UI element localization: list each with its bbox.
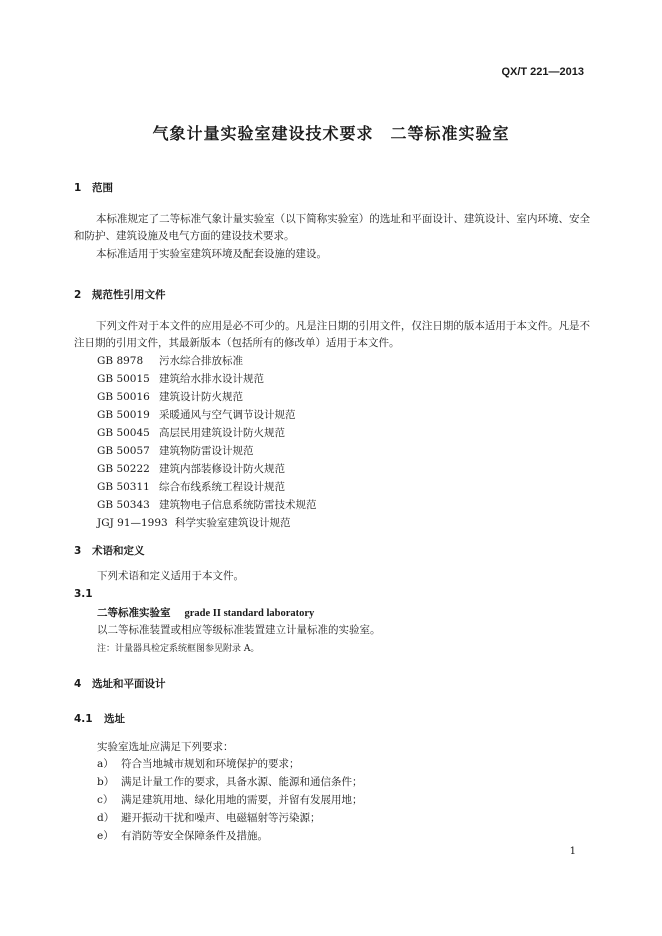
reference-code: GB 50016	[97, 391, 150, 403]
section-title: 选址和平面设计	[92, 678, 166, 690]
section-number: 3	[74, 545, 82, 557]
list-label: d）	[97, 812, 115, 824]
reference-item	[97, 407, 296, 422]
list-text: 避开振动干扰和噪声、电磁辐射等污染源；	[121, 812, 321, 824]
subsection-4-1-heading	[74, 711, 125, 726]
reference-item	[97, 515, 291, 530]
reference-name: 建筑设计防火规范	[159, 391, 243, 403]
subsection-number: 4.1	[74, 713, 93, 725]
reference-name: 综合布线系统工程设计规范	[159, 481, 285, 493]
list-label: c）	[97, 794, 114, 806]
standard-code: QX/T 221—2013	[501, 66, 584, 78]
scope-paragraph-2: 本标准适用于实验室建筑环境及配套设施的建设。	[96, 248, 327, 260]
reference-name: 采暖通风与空气调节设计规范	[159, 409, 296, 421]
list-label: e）	[97, 830, 114, 842]
list-item	[97, 828, 268, 843]
document-title: 气象计量实验室建设技术要求 二等标准实验室	[152, 124, 510, 143]
list-item	[97, 810, 321, 825]
subsection-3-1-number: 3.1	[74, 588, 93, 600]
reference-code: GB 50343	[97, 499, 150, 511]
list-label: a）	[97, 758, 114, 770]
site-requirements-intro: 实验室选址应满足下列要求：	[97, 741, 234, 753]
reference-item	[97, 443, 254, 458]
reference-name: 建筑内部装修设计防火规范	[159, 463, 285, 475]
terms-intro: 下列术语和定义适用于本文件。	[97, 570, 244, 582]
reference-item	[97, 425, 285, 440]
section-title: 规范性引用文件	[92, 289, 166, 301]
reference-code: GB 50015	[97, 373, 150, 385]
section-number: 1	[74, 182, 82, 194]
reference-name: 污水综合排放标准	[159, 355, 243, 367]
section-number: 4	[74, 678, 82, 690]
reference-item	[97, 389, 243, 404]
reference-name: 建筑物电子信息系统防雷技术规范	[159, 499, 317, 511]
reference-code: GB 50045	[97, 427, 150, 439]
list-text: 满足计量工作的要求，具备水源、能源和通信条件；	[121, 776, 363, 788]
reference-name: 科学实验室建筑设计规范	[175, 517, 291, 529]
references-intro: 下列文件对于本文件的应用是必不可少的。凡是注日期的引用文件，仅注日期的版本适用于本文件。凡是不注日期的引用文件，其最新版本（包括所有的修改单）适用于本文件。	[74, 320, 590, 349]
reference-code: GB 50311	[97, 481, 150, 493]
section-4-heading	[74, 676, 166, 691]
term-entry	[97, 605, 314, 620]
section-1-heading	[74, 180, 113, 195]
section-3-heading	[74, 543, 145, 558]
reference-code: GB 8978	[97, 355, 144, 367]
list-item	[97, 792, 363, 807]
reference-item	[97, 353, 243, 368]
reference-name: 建筑物防雷设计规范	[159, 445, 254, 457]
list-text: 有消防等安全保障条件及措施。	[121, 830, 268, 842]
term-chinese: 二等标准实验室	[97, 607, 171, 619]
list-text: 满足建筑用地、绿化用地的需要，并留有发展用地；	[121, 794, 363, 806]
term-english: grade II standard laboratory	[184, 608, 315, 619]
reference-code: GB 50019	[97, 409, 150, 421]
term-note: 注：计量器具检定系统框图参见附录 A。	[97, 644, 260, 654]
page-number: 1	[569, 846, 576, 857]
reference-code: GB 50057	[97, 445, 150, 457]
section-2-heading	[74, 287, 166, 302]
list-item	[97, 756, 300, 771]
reference-name: 高层民用建筑设计防火规范	[159, 427, 285, 439]
list-item	[97, 774, 363, 789]
reference-code: JGJ 91—1993	[97, 517, 168, 529]
reference-code: GB 50222	[97, 463, 150, 475]
section-title: 范围	[92, 182, 113, 194]
reference-item	[97, 497, 317, 512]
list-label: b）	[97, 776, 115, 788]
subsection-title: 选址	[104, 713, 125, 725]
reference-item	[97, 479, 285, 494]
reference-item	[97, 461, 285, 476]
section-number: 2	[74, 289, 82, 301]
list-text: 符合当地城市规划和环境保护的要求；	[121, 758, 300, 770]
reference-name: 建筑给水排水设计规范	[159, 373, 264, 385]
reference-item	[97, 371, 264, 386]
term-definition: 以二等标准装置或相应等级标准装置建立计量标准的实验室。	[97, 624, 381, 636]
section-title: 术语和定义	[92, 545, 145, 557]
scope-paragraph-1: 本标准规定了二等标准气象计量实验室（以下简称实验室）的选址和平面设计、建筑设计、室内环境、安全和防护、建筑设施及电气方面的建设技术要求。	[74, 213, 590, 242]
